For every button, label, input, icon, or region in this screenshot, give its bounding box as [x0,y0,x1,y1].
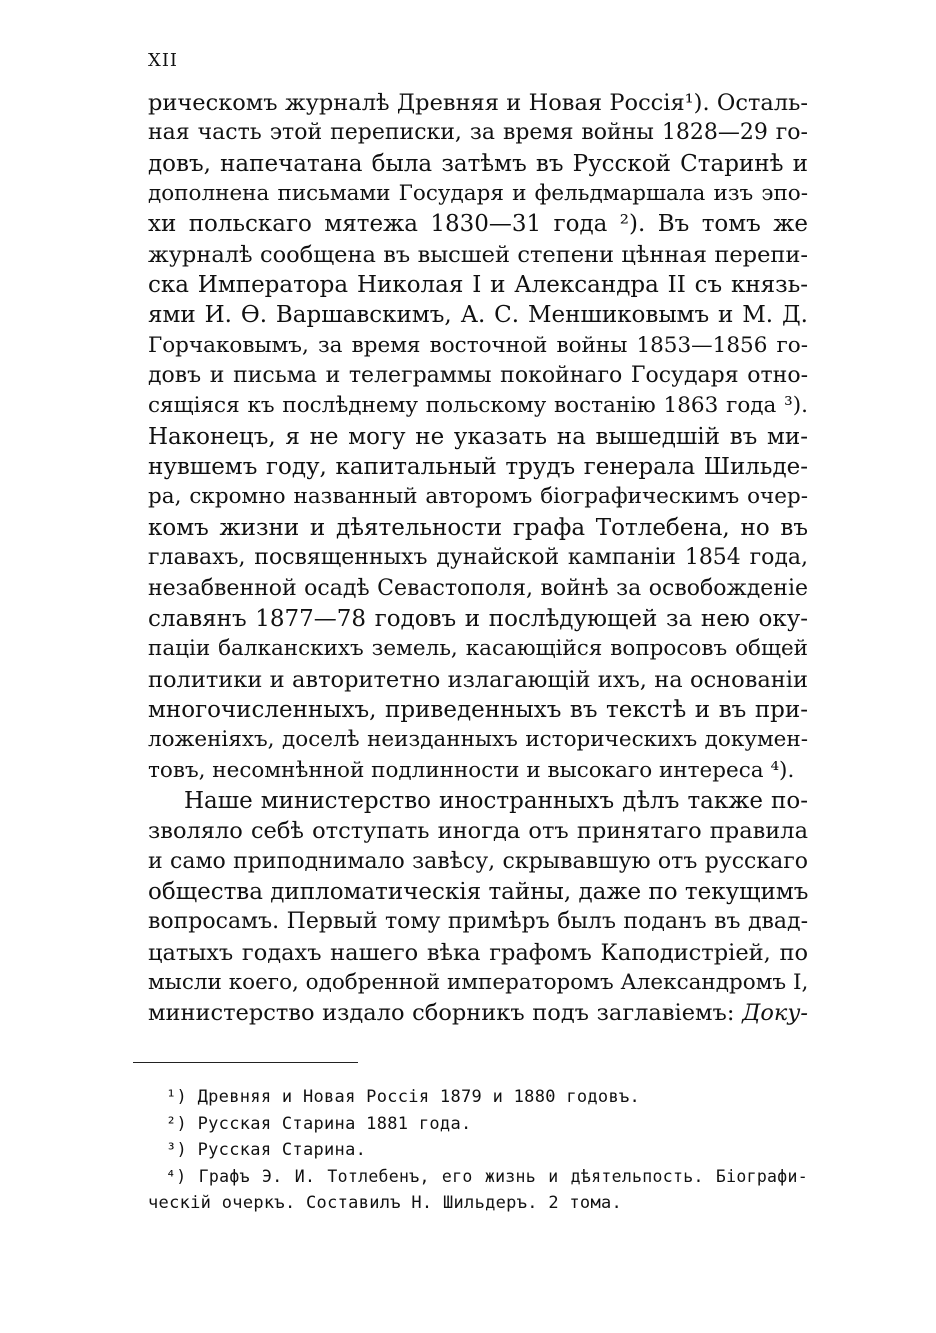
text-line: хи польскаго мятежа 1830—31 года ²). Въ томъ же [148,211,808,238]
paragraph-start-line: Наше министерство иностранныхъ дѣлъ также по- [184,787,808,814]
italic-word: Доку- [742,1000,808,1027]
text-line: ями И. Ѳ. Варшавскимъ, А. С. Меншиковымъ и М. Д. [148,302,808,329]
text-line: Наконецъ, я не могу не указать на вышедшій въ ми- [148,423,808,450]
text-line: общества дипломатическія тайны, даже по текущимъ [148,878,809,905]
text-line: нувшемъ году, капитальный трудъ генерала Шильде- [148,454,808,481]
page-number: XII [148,50,179,71]
text-line: ложеніяхъ, доселѣ неизданныхъ историческихъ докумен- [148,727,808,753]
last-text-line [148,998,808,1028]
text-line: дополнена письмами Государя и фельдмаршала изъ эпо- [148,181,808,207]
text-line: Горчаковымъ, за время восточной войны 1853—1856 го- [148,332,808,358]
text-line: сящіяся къ послѣднему польскому востанію 1863 года ³). [148,393,808,419]
text-line: журналѣ сообщена въ высшей степени цѣнная перепи- [148,241,808,268]
text-line: товъ, несомнѣнной подлинности и высокаго интереса ⁴). [148,757,795,783]
footnote-divider [133,1062,358,1063]
text-line: незабвенной осадѣ Севастополя, войнѣ за освобожденіе [148,575,808,601]
text-line: мысли коего, одобренной императоромъ Александромъ I, [148,969,809,995]
text-line: главахъ, посвященныхъ дунайской кампаніи 1854 года, [148,545,808,571]
text-line: многочисленныхъ, приведенныхъ въ текстѣ и въ при- [148,696,808,723]
text-line: комъ жизни и дѣятельности графа Тотлебена, но въ [148,514,808,541]
text-line: довъ и письма и телеграммы покойнаго Государя отно- [148,363,808,389]
body-text [148,88,808,1029]
text-line: зволяло себѣ отступать иногда отъ принятаго правила [148,818,808,845]
footnote-1: ¹) Древняя и Новая Россія 1879 и 1880 годовъ. [166,1087,641,1107]
footnotes [148,1084,808,1217]
text-line: политики и авторитетно излагающій ихъ, на основаніи [148,666,808,693]
text-line: ная часть этой переписки, за время войны 1828—29 го- [148,120,808,146]
text-line: паціи балканскихъ земель, касающійся вопросовъ общей [148,636,808,662]
text-line: цатыхъ годахъ нашего вѣка графомъ Каподистріей, по [148,939,808,966]
text-line: и само приподнимало завѣсу, скрывавшую отъ русскаго [148,848,808,874]
text-line: вопросамъ. Первый тому примѣръ былъ поданъ въ двад- [148,909,808,935]
text-line: ска Императора Николая I и Александра II съ князь- [148,272,808,299]
text-line: довъ, напечатана была затѣмъ въ Русской Старинѣ и [148,150,808,177]
text-line: рическомъ журналѣ Древняя и Новая Россія¹). Осталь- [148,90,808,116]
text-line: ра, скромно названный авторомъ біографическимъ очер- [148,484,808,510]
last-line-text: министерство издало сборникъ подъ заглавіемъ: [148,1000,735,1027]
footnote-4-continuation: ческій очеркъ. Составилъ Н. Шильдеръ. 2 тома. [148,1193,623,1213]
footnote-4: ⁴) Графъ Э. И. Тотлебенъ, его жизнь и дѣятельпость. Біографи- [166,1166,808,1186]
footnote-2: ²) Русская Старина 1881 года. [166,1113,472,1134]
footnote-3: ³) Русская Старина. [166,1140,367,1160]
text-line: славянъ 1877—78 годовъ и послѣдующей за нею оку- [148,605,808,632]
